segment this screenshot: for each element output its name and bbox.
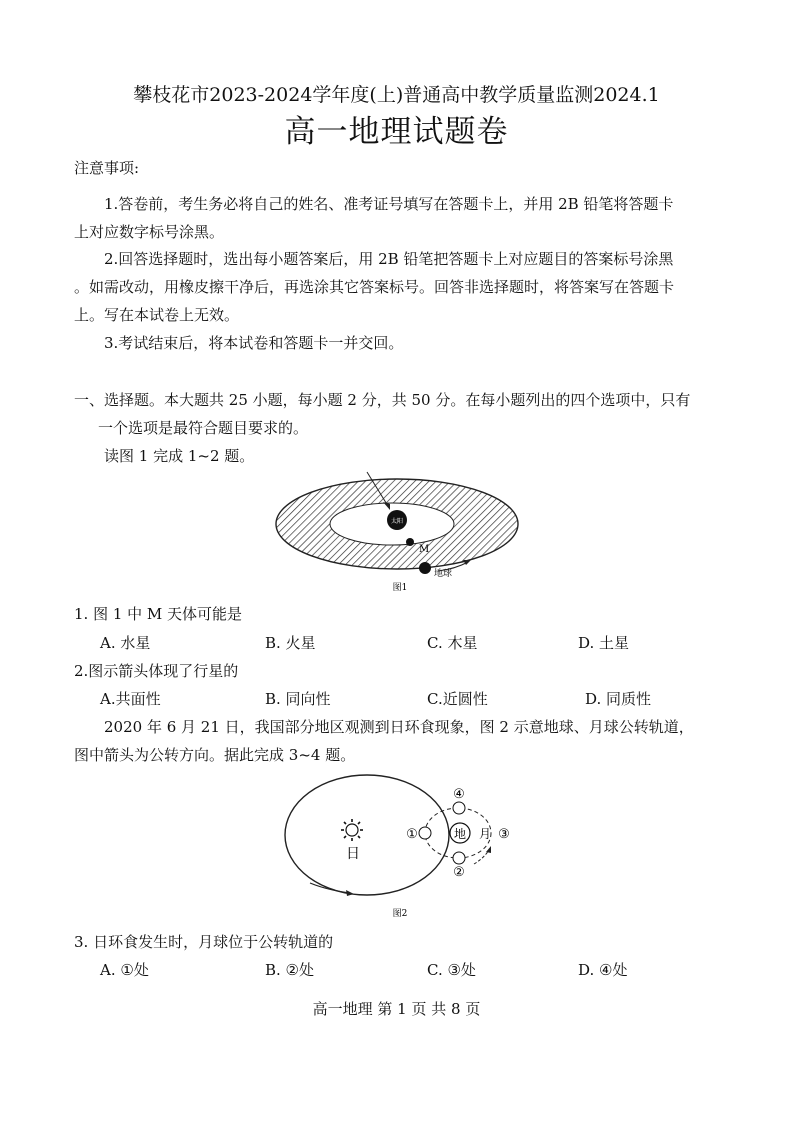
- moon-label: 月: [478, 827, 492, 841]
- notice-line-3: 2.回答选择题时，选出每小题答案后，用 2B 铅笔把答题卡上对应题目的答案标号涂黑: [104, 250, 674, 268]
- figure1-caption: 图1: [392, 583, 408, 593]
- notice-line-4: 。如需改动，用橡皮擦干净后，再选涂其它答案标号。回答非选择题时，将答案写在答题卡: [74, 278, 675, 296]
- q2-option-d[interactable]: D. 同质性: [585, 690, 652, 708]
- page-title: 高一地理试题卷: [284, 114, 509, 150]
- q1-option-b[interactable]: B. 火星: [265, 634, 316, 652]
- notice-heading: 注意事项:: [74, 159, 140, 177]
- pos1-label: ①: [406, 827, 418, 842]
- sun-icon: [341, 819, 363, 841]
- q2-stem: 2.图示箭头体现了行星的: [74, 662, 239, 680]
- sun-label: 日: [346, 846, 360, 862]
- notice-line-6: 3.考试结束后，将本试卷和答题卡一并交回。: [104, 334, 404, 352]
- planet-m-icon: [406, 538, 414, 546]
- q3-option-c[interactable]: C. ③处: [427, 961, 476, 979]
- pos4-label: ④: [453, 787, 465, 802]
- q3-option-a[interactable]: A. ①处: [100, 961, 149, 979]
- earth-revolution-arrow: [310, 883, 354, 896]
- page-footer: 高一地理 第 1 页 共 8 页: [312, 1000, 481, 1018]
- moon-pos-4-icon: [453, 802, 465, 814]
- moon-pos-1-icon: [419, 827, 431, 839]
- pos2-label: ②: [453, 865, 465, 880]
- q1-option-a[interactable]: A. 水星: [100, 634, 151, 652]
- earth-label: 地球: [434, 569, 453, 579]
- q3-stem: 3. 日环食发生时，月球位于公转轨道的: [74, 933, 334, 951]
- figure1-solar-system: [270, 470, 524, 598]
- q2-option-a[interactable]: A.共面性: [100, 690, 161, 708]
- planet-m-label: M: [419, 544, 430, 555]
- moon-revolution-arrow: [474, 846, 491, 864]
- passage2-line-2: 图中箭头为公转方向。据此完成 3~4 题。: [74, 746, 356, 764]
- earth-label: 地: [453, 827, 467, 841]
- figure2-earth-moon-orbits: [282, 772, 512, 922]
- q1-stem: 1. 图 1 中 M 天体可能是: [74, 605, 243, 623]
- moon-pos-2-icon: [453, 852, 465, 864]
- notice-line-1: 1.答卷前，考生务必将自己的姓名、准考证号填写在答题卡上，并用 2B 铅笔将答题卡: [104, 195, 674, 213]
- exam-header: 攀枝花市2023-2024学年度(上)普通高中教学质量监测2024.1: [133, 84, 660, 106]
- q1-option-d[interactable]: D. 土星: [578, 634, 630, 652]
- notice-line-5: 上。写在本试卷上无效。: [74, 306, 240, 324]
- earth-icon: [419, 562, 431, 574]
- q1-option-c[interactable]: C. 木星: [427, 634, 478, 652]
- section1-instructions: 一、选择题。本大题共 25 小题，每小题 2 分，共 50 分。在每小题列出的四个选项中，只有: [74, 391, 691, 409]
- notice-line-2: 上对应数字标号涂黑。: [74, 223, 225, 241]
- figure1-intro: 读图 1 完成 1~2 题。: [104, 447, 255, 465]
- q2-option-c[interactable]: C.近圆性: [427, 690, 488, 708]
- figure2-caption: 图2: [392, 909, 408, 919]
- sun-label: 太阳: [390, 518, 404, 525]
- pos3-label: ③: [498, 827, 510, 842]
- passage2-line-1: 2020 年 6 月 21 日，我国部分地区观测到日环食现象，图 2 示意地球、月球公转轨道，: [104, 718, 694, 736]
- section1-instructions-cont: 一个选项是最符合题目要求的。: [98, 419, 309, 437]
- q3-option-b[interactable]: B. ②处: [265, 961, 315, 979]
- q3-option-d[interactable]: D. ④处: [578, 961, 628, 979]
- q2-option-b[interactable]: B. 同向性: [265, 690, 331, 708]
